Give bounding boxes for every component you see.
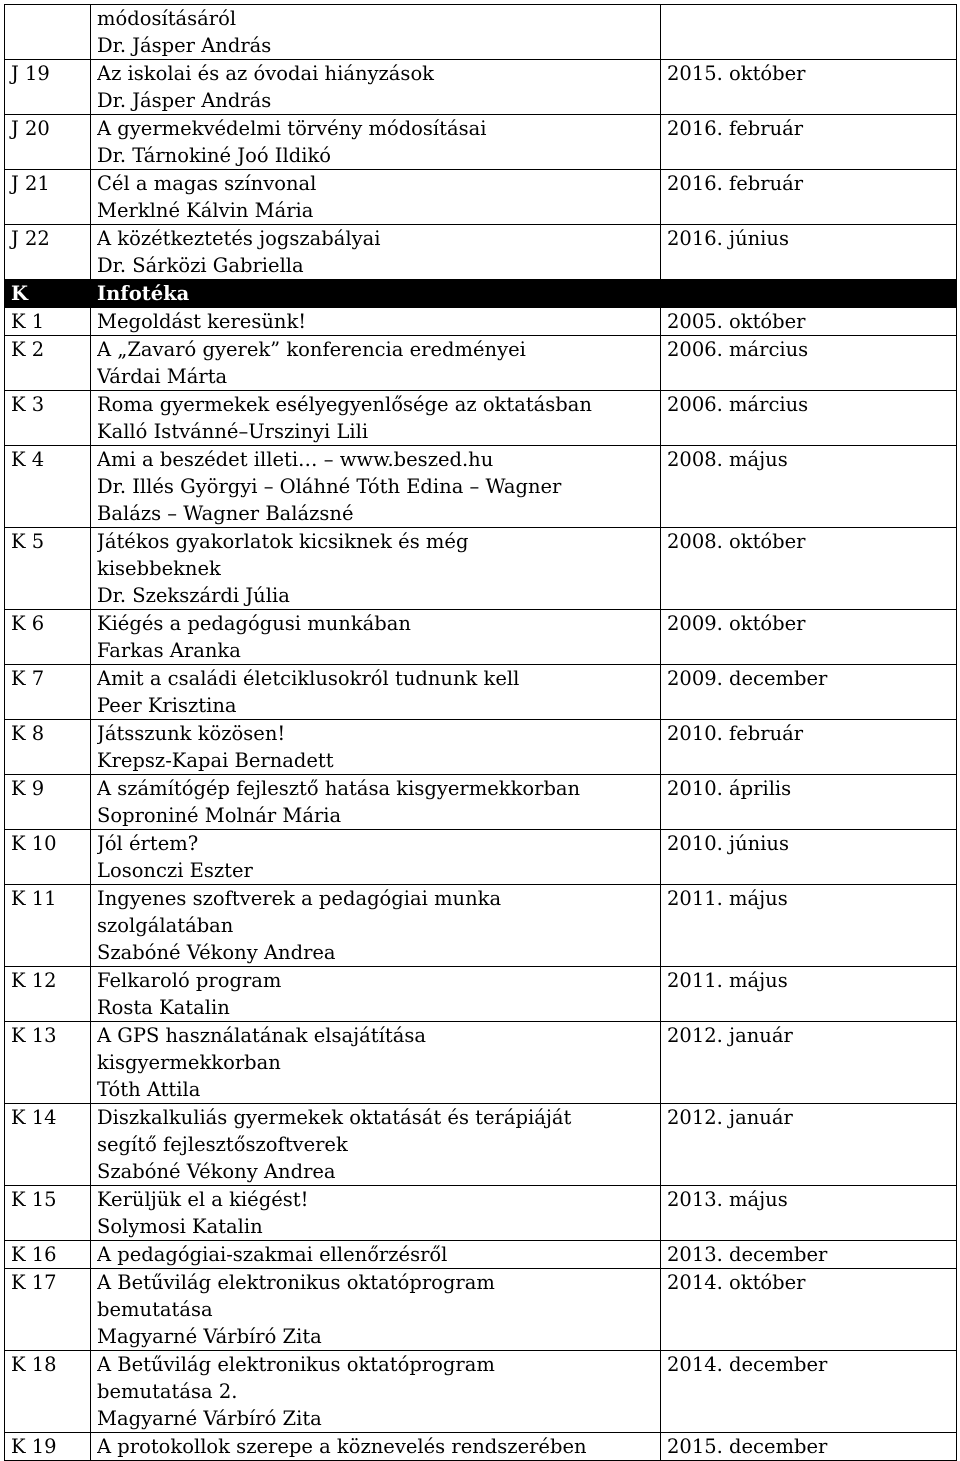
table-row [5,830,957,885]
publication-detail-line: Dr. Sárközi Gabriella [97,254,304,277]
publication-detail-line: Dr. Szekszárdi Júlia [97,584,290,607]
table-row [5,1433,957,1461]
publication-detail-line: Tóth Attila [97,1078,201,1101]
table-row [5,720,957,775]
row-title-cell [91,830,661,885]
publication-detail-line: Magyarné Várbíró Zita [97,1407,322,1430]
table-row [5,885,957,967]
table-row [5,1241,957,1269]
table-row [5,1104,957,1186]
row-code: K 18 [5,1351,91,1433]
table-row [5,391,957,446]
publication-detail-line: Dr. Illés Györgyi – Oláhné Tóth Edina – Wagner [97,475,562,498]
publication-title-line: Kiégés a pedagógusi munkában [97,612,411,635]
publication-detail-line: Dr. Jásper András [97,34,272,57]
row-title-cell [91,115,661,170]
row-code: K 4 [5,446,91,528]
publication-title-line: Diszkalkuliás gyermekek oktatását és terápiáját [97,1106,572,1129]
row-code: K 2 [5,336,91,391]
row-date [661,280,957,308]
publication-title-line: A közétkeztetés jogszabályai [97,227,381,250]
row-title-cell [91,308,661,336]
publication-detail-line: Dr. Jásper András [97,89,272,112]
row-code: K 16 [5,1241,91,1269]
table-row [5,1269,957,1351]
table-row [5,446,957,528]
table-row [5,170,957,225]
row-code: K 3 [5,391,91,446]
row-title-cell [91,225,661,280]
row-date: 2013. december [661,1241,957,1269]
row-date: 2016. február [661,115,957,170]
row-title-cell [91,446,661,528]
row-title-cell [91,528,661,610]
publication-title-line: A Betűvilág elektronikus oktatóprogram [97,1353,495,1376]
row-title-cell [91,1269,661,1351]
row-code: K 15 [5,1186,91,1241]
publication-title-line: Megoldást keresünk! [97,310,307,333]
publication-title-line: Játékos gyakorlatok kicsiknek és még [97,530,469,553]
publication-title-line: A protokollok szerepe a köznevelés rendszerében [97,1435,587,1458]
row-title-cell [91,775,661,830]
row-date [661,5,957,60]
table-row [5,336,957,391]
row-date: 2005. október [661,308,957,336]
row-code: J 22 [5,225,91,280]
row-title-cell [91,391,661,446]
table-row [5,1022,957,1104]
row-date: 2008. október [661,528,957,610]
table-body [5,5,957,1461]
row-title-cell [91,967,661,1022]
row-code: K 12 [5,967,91,1022]
row-date: 2009. december [661,665,957,720]
publication-title-line: Roma gyermekek esélyegyenlősége az oktatásban [97,393,592,416]
row-date: 2014. december [661,1351,957,1433]
row-code: K 7 [5,665,91,720]
publication-detail-line: kisebbeknek [97,557,221,580]
row-date: 2010. április [661,775,957,830]
publication-title-line: Ingyenes szoftverek a pedagógiai munka [97,887,502,910]
table-row [5,775,957,830]
row-code [5,5,91,60]
row-date: 2013. május [661,1186,957,1241]
row-title-cell [91,720,661,775]
row-title-cell [91,5,661,60]
row-title-cell [91,1433,661,1461]
table-row [5,967,957,1022]
publication-title-line: Játsszunk közösen! [97,722,286,745]
row-code: K 14 [5,1104,91,1186]
publication-detail-line: Rosta Katalin [97,996,230,1019]
row-title-cell [91,665,661,720]
publication-detail-line: Solymosi Katalin [97,1215,263,1238]
publication-detail-line: kisgyermekkorban [97,1051,281,1074]
publication-title-line: Felkaroló program [97,969,282,992]
row-date: 2011. május [661,967,957,1022]
publication-detail-line: Losonczi Eszter [97,859,253,882]
row-date: 2006. március [661,336,957,391]
row-date: 2009. október [661,610,957,665]
publication-title-line: Az iskolai és az óvodai hiányzások [97,62,434,85]
row-code: K 1 [5,308,91,336]
row-code: K 10 [5,830,91,885]
row-code: K 11 [5,885,91,967]
row-date: 2012. január [661,1022,957,1104]
publication-detail-line: bemutatása 2. [97,1380,238,1403]
row-date: 2015. október [661,60,957,115]
publication-detail-line: Balázs – Wagner Balázsné [97,502,354,525]
publication-title-line: Infotéka [97,282,190,305]
publication-detail-line: Várdai Márta [97,365,228,388]
row-code: K [5,280,91,308]
publication-title-line: Cél a magas színvonal [97,172,317,195]
publication-title-line: A gyermekvédelmi törvény módosításai [97,117,487,140]
row-date: 2012. január [661,1104,957,1186]
row-code: K 6 [5,610,91,665]
row-code: J 20 [5,115,91,170]
row-code: J 21 [5,170,91,225]
publication-title-line: A pedagógiai-szakmai ellenőrzésről [97,1243,448,1266]
row-title-cell [91,1351,661,1433]
publication-title-line: A „Zavaró gyerek” konferencia eredményei [97,338,526,361]
publication-detail-line: Szabóné Vékony Andrea [97,1160,336,1183]
publication-detail-line: Dr. Tárnokiné Joó Ildikó [97,144,332,167]
table-row [5,60,957,115]
row-title-cell [91,1104,661,1186]
publication-title-line: módosításáról [97,7,237,30]
table-row [5,665,957,720]
table-row [5,308,957,336]
publication-title-line: A számítógép fejlesztő hatása kisgyermekkorban [97,777,581,800]
publication-detail-line: Krepsz-Kapai Bernadett [97,749,334,772]
row-title-cell [91,170,661,225]
publication-title-line: Jól értem? [97,832,199,855]
row-code: K 17 [5,1269,91,1351]
section-title [91,280,661,308]
row-title-cell [91,610,661,665]
publication-detail-line: Szabóné Vékony Andrea [97,941,336,964]
row-title-cell [91,60,661,115]
publication-title-line: A Betűvilág elektronikus oktatóprogram [97,1271,495,1294]
row-date: 2006. március [661,391,957,446]
publication-detail-line: segítő fejlesztőszoftverek [97,1133,348,1156]
row-date: 2011. május [661,885,957,967]
table-row [5,528,957,610]
table-row [5,610,957,665]
publication-detail-line: Peer Krisztina [97,694,237,717]
publication-title-line: Amit a családi életciklusokról tudnunk kell [97,667,520,690]
row-date: 2016. február [661,170,957,225]
row-code: K 9 [5,775,91,830]
publication-detail-line: bemutatása [97,1298,213,1321]
table-row [5,1351,957,1433]
table-row [5,5,957,60]
table-row [5,115,957,170]
row-title-cell [91,885,661,967]
publication-detail-line: Soproniné Molnár Mária [97,804,342,827]
row-title-cell [91,1022,661,1104]
row-date: 2016. június [661,225,957,280]
row-code: J 19 [5,60,91,115]
row-title-cell [91,1241,661,1269]
row-date: 2015. december [661,1433,957,1461]
publication-title-line: A GPS használatának elsajátítása [97,1024,426,1047]
table-row [5,1186,957,1241]
row-code: K 8 [5,720,91,775]
row-date: 2010. június [661,830,957,885]
row-code: K 13 [5,1022,91,1104]
publication-detail-line: Kalló Istvánné–Urszinyi Lili [97,420,369,443]
row-title-cell [91,336,661,391]
publication-title-line: Ami a beszédet illeti… – www.beszed.hu [97,448,494,471]
row-code: K 5 [5,528,91,610]
table-row [5,225,957,280]
row-date: 2008. május [661,446,957,528]
publication-table [4,4,957,1461]
publication-detail-line: szolgálatában [97,914,234,937]
publication-title-line: Kerüljük el a kiégést! [97,1188,309,1211]
publication-detail-line: Merklné Kálvin Mária [97,199,314,222]
row-date: 2010. február [661,720,957,775]
row-title-cell [91,1186,661,1241]
row-date: 2014. október [661,1269,957,1351]
publication-detail-line: Magyarné Várbíró Zita [97,1325,322,1348]
section-header-row [5,280,957,308]
row-code: K 19 [5,1433,91,1461]
publication-detail-line: Farkas Aranka [97,639,241,662]
